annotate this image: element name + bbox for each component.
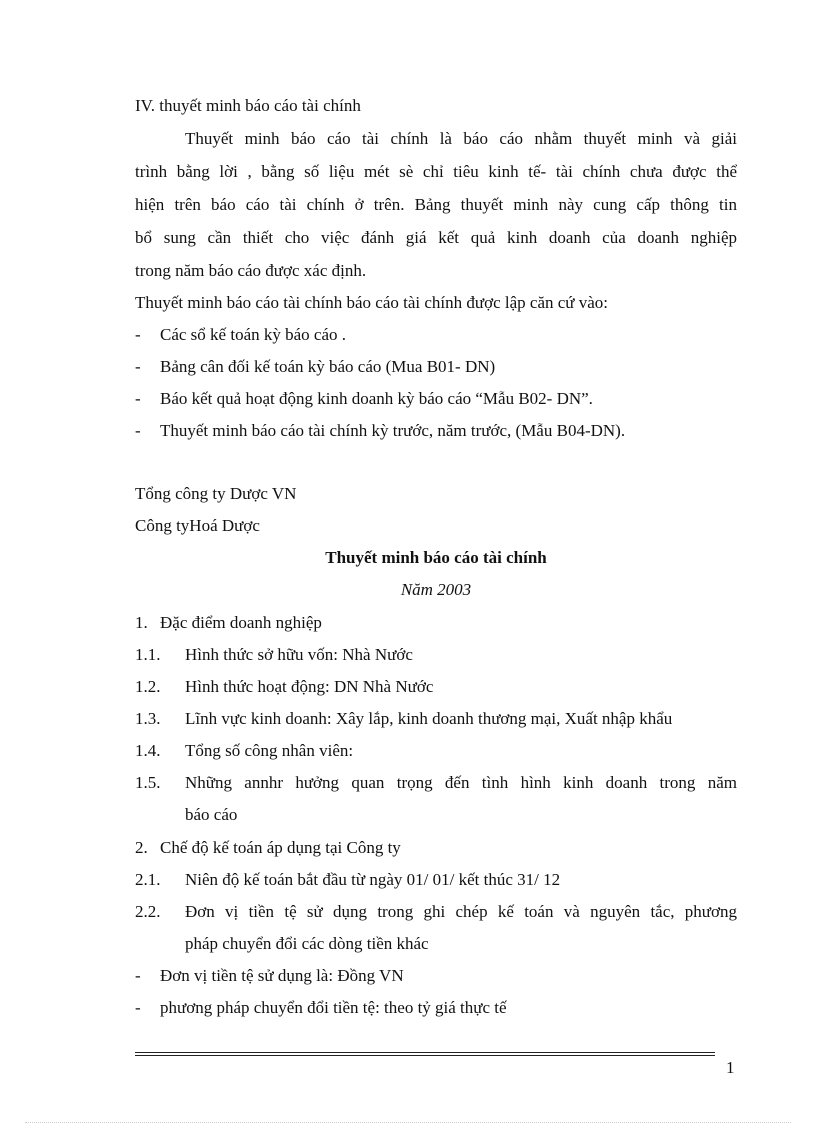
bullet-dash: - — [135, 998, 141, 1017]
list-item — [0, 870, 816, 890]
org-line-1: Tổng công ty Dược VN — [135, 484, 297, 503]
item-number: 2.1. — [135, 870, 161, 889]
item-number: 1.3. — [135, 709, 161, 728]
item-number: 1.2. — [135, 677, 161, 696]
item-text: Hình thức hoạt động: DN Nhà Nước — [185, 677, 434, 696]
item-text: Niên độ kế toán bắt đầu từ ngày 01/ 01/ kết thúc 31/ 12 — [185, 870, 561, 889]
intro-line-3: hiện trên báo cáo tài chính ở trên. Bảng thuyết minh này cung cấp thông tin — [135, 195, 737, 214]
bullet-dash: - — [135, 357, 141, 376]
list-item — [0, 741, 816, 761]
list-item — [0, 902, 816, 954]
footer-rule-bottom — [135, 1055, 715, 1056]
item-text-continued: pháp chuyển đổi các dòng tiền khác — [185, 934, 429, 953]
basis-item-2: Bảng cân đối kế toán kỳ báo cáo (Mua B01- DN) — [160, 357, 496, 376]
list-item — [0, 325, 816, 345]
list-item — [0, 645, 816, 665]
basis-item-4: Thuyết minh báo cáo tài chính kỳ trước, năm trước, (Mẫu B04-DN). — [160, 421, 626, 440]
intro-line-5: trong năm báo cáo được xác định. — [135, 261, 367, 280]
page-number: 1 — [726, 1058, 735, 1077]
section-heading: IV. thuyết minh báo cáo tài chính — [135, 96, 361, 115]
item-number: 1.1. — [135, 645, 161, 664]
sec2-bullet-1: Đơn vị tiền tệ sử dụng là: Đồng VN — [160, 966, 404, 985]
list-item — [0, 677, 816, 697]
section-title: Đặc điểm doanh nghiệp — [160, 613, 322, 632]
item-text: Lĩnh vực kinh doanh: Xây lắp, kinh doanh thương mại, Xuất nhập khẩu — [185, 709, 673, 728]
section-1-heading — [0, 613, 816, 633]
doc-title: Thuyết minh báo cáo tài chính — [325, 548, 547, 567]
bullet-dash: - — [135, 421, 141, 440]
section-number: 2. — [135, 838, 148, 857]
list-item — [0, 773, 816, 825]
section-2-heading — [0, 838, 816, 858]
item-text-continued: báo cáo — [185, 805, 238, 824]
item-text: Những annhr hưởng quan trọng đến tình hình kinh doanh trong năm — [185, 773, 737, 792]
intro-line-1: Thuyết minh báo cáo tài chính là báo cáo nhằm thuyết minh và giải — [185, 129, 737, 148]
list-item — [0, 357, 816, 377]
item-number: 1.5. — [135, 773, 161, 792]
basis-item-1: Các sổ kế toán kỳ báo cáo . — [160, 325, 346, 344]
bullet-dash: - — [135, 325, 141, 344]
bullet-dash: - — [135, 966, 141, 985]
item-text: Hình thức sở hữu vốn: Nhà Nước — [185, 645, 413, 664]
list-item — [0, 998, 816, 1018]
section-title: Chế độ kế toán áp dụng tại Công ty — [160, 838, 401, 857]
sec2-bullet-2: phương pháp chuyển đổi tiền tệ: theo tỷ giá thực tế — [160, 998, 507, 1017]
item-text: Tổng số công nhân viên: — [185, 741, 354, 760]
item-text: Đơn vị tiền tệ sử dụng trong ghi chép kế toán và nguyên tắc, phương — [185, 902, 737, 921]
item-number: 2.2. — [135, 902, 161, 921]
section-number: 1. — [135, 613, 148, 632]
org-line-2: Công tyHoá Dược — [135, 516, 260, 535]
basis-line: Thuyết minh báo cáo tài chính báo cáo tài chính được lập căn cứ vào: — [135, 293, 609, 312]
item-number: 1.4. — [135, 741, 161, 760]
list-item — [0, 966, 816, 986]
list-item — [0, 389, 816, 409]
bullet-dash: - — [135, 389, 141, 408]
intro-line-2: trình bằng lời , bằng số liệu mét sè chỉ tiêu kinh tế- tài chính chưa được thể — [135, 162, 737, 181]
intro-line-4: bổ sung cần thiết cho việc đánh giá kết quả kinh doanh của doanh nghiệp — [135, 228, 737, 247]
footer-rule-top — [135, 1052, 715, 1053]
list-item — [0, 421, 816, 441]
list-item — [0, 709, 816, 729]
doc-year: Năm 2003 — [400, 580, 472, 599]
basis-item-3: Báo kết quả hoạt động kinh doanh kỳ báo cáo “Mẫu B02- DN”. — [160, 389, 593, 408]
